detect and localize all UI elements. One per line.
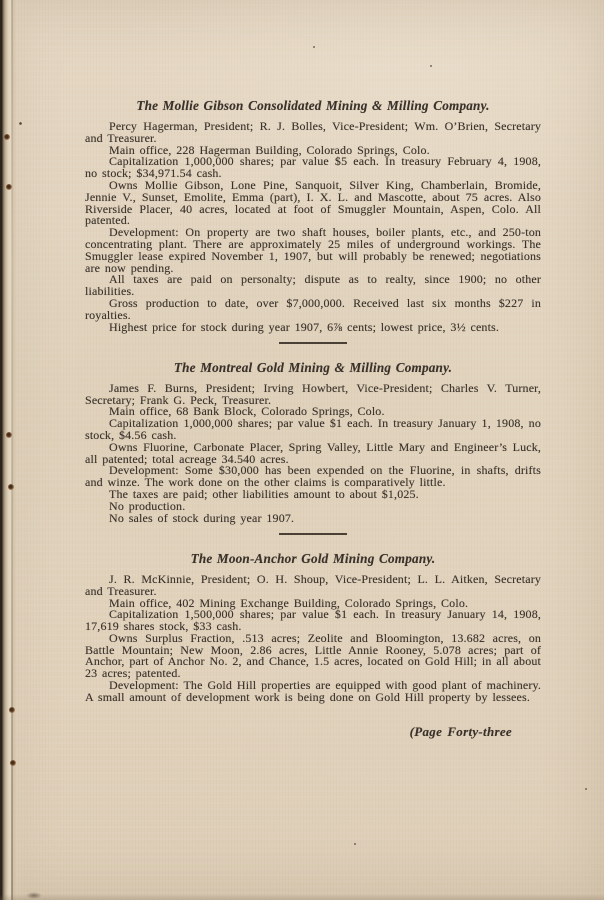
paragraph-development: Development: The Gold Hill properties are equipped with good plant of machinery. A small amount of development work is being done on Gold Hill property by lessees. xyxy=(85,678,541,704)
paragraph-stock-price: Highest price for stock during year 1907, 6⅞ cents; lowest price, 3½ cents. xyxy=(109,319,500,334)
paragraph-properties: Owns Mollie Gibson, Lone Pine, Sanquoit, Silver King, Chamberlain, Bromide, Jennie V., Sunset, Emolite, Emma (part), I. X. L. and Mascotte, about 75 acres. Also Riverside Placer, 40 acres, located at foot of Smuggler Mountain, Aspen, Colo. All patented. xyxy=(85,177,541,228)
section-montreal xyxy=(85,360,541,525)
paragraph-development: Development: Some $30,000 has been expended on the Fluorine, in shafts, drifts and winze. The work done on the other claims is comparatively little. xyxy=(85,463,541,490)
paragraph-taxes: All taxes are paid on personalty; dispute as to realty, since 1900; no other liabilities. xyxy=(85,272,541,299)
section-divider xyxy=(279,342,347,344)
company-heading: The Montreal Gold Mining & Milling Company. xyxy=(173,359,453,375)
binding-edge-shadow xyxy=(0,0,26,900)
page-number: (Page Forty-three xyxy=(409,723,512,739)
page-text-block xyxy=(85,0,541,737)
paragraph-officers: J. R. McKinnie, President; O. H. Shoup, Vice-President; L. L. Aitken, Secretary and Treasurer. xyxy=(85,571,541,598)
paragraph-officers: James F. Burns, President; Irving Howbert, Vice-President; Charles V. Turner, Secretary; Frank G. Peck, Treasurer. xyxy=(85,380,541,407)
paragraph-officers: Percy Hagerman, President; R. J. Bolles, Vice-President; Wm. O’Brien, Secretary and Treasurer. xyxy=(85,119,541,145)
paragraph-properties: Owns Fluorine, Carbonate Placer, Spring Valley, Little Mary and Engineer’s Luck, all patented; total acreage 34.540 acres. xyxy=(85,439,541,466)
paragraph-main-office: Main office, 228 Hagerman Building, Colorado Springs, Colo. xyxy=(109,142,430,157)
section-moon-anchor xyxy=(85,551,541,704)
paper-smudge xyxy=(26,892,42,899)
paragraph-production: Gross production to date, over $7,000,000. Received last six months $227 in royalties. xyxy=(85,295,541,322)
paragraph-capitalization: Capitalization 1,000,000 shares; par value $5 each. In treasury February 4, 1908, no stock; $34,971.54 cash. xyxy=(85,154,541,181)
paragraph-no-sales: No sales of stock during year 1907. xyxy=(109,510,295,525)
paper-speck xyxy=(354,843,356,845)
paragraph-no-production: No production. xyxy=(109,498,186,513)
section-divider xyxy=(279,533,347,535)
paragraph-capitalization: Capitalization 1,000,000 shares; par value $1 each. In treasury January 1, 1908, no stock, $4.56 cash. xyxy=(85,416,541,443)
paragraph-development: Development: On property are two shaft houses, boiler plants, etc., and 250-ton concentrating plant. There are approximately 25 miles of underground workings. The Smuggler lease expired November 1, 1907, but will probably be renewed; negotiations are now pending. xyxy=(85,225,541,275)
paper-speck xyxy=(585,788,587,790)
paragraph-main-office: Main office, 68 Bank Block, Colorado Springs, Colo. xyxy=(109,404,385,419)
page-crease xyxy=(11,0,13,900)
paragraph-properties: Owns Surplus Fraction, .513 acres; Zeolite and Bloomington, 13.682 acres, on Battle Mountain; New Moon, 2.86 acres, Little Annie Rooney, 5.078 acres; part of Anchor, part of Anchor No. 2, and Chance, 1.5 acres, located on Gold Hill; in all about 23 acres; patented. xyxy=(85,630,541,681)
company-heading: The Moon-Anchor Gold Mining Company. xyxy=(190,550,436,566)
company-heading: The Mollie Gibson Consolidated Mining & Milling Company. xyxy=(136,98,490,113)
paragraph-taxes: The taxes are paid; other liabilities amount to about $1,025. xyxy=(109,487,419,502)
paragraph-capitalization: Capitalization 1,500,000 shares; par value $1 each. In treasury January 14, 1908, 17,619 shares stock, $33 cash. xyxy=(85,607,541,634)
section-mollie-gibson xyxy=(85,98,541,333)
paragraph-main-office: Main office, 402 Mining Exchange Building, Colorado Springs, Colo. xyxy=(109,595,469,610)
bottom-edge-shadow xyxy=(0,894,604,900)
